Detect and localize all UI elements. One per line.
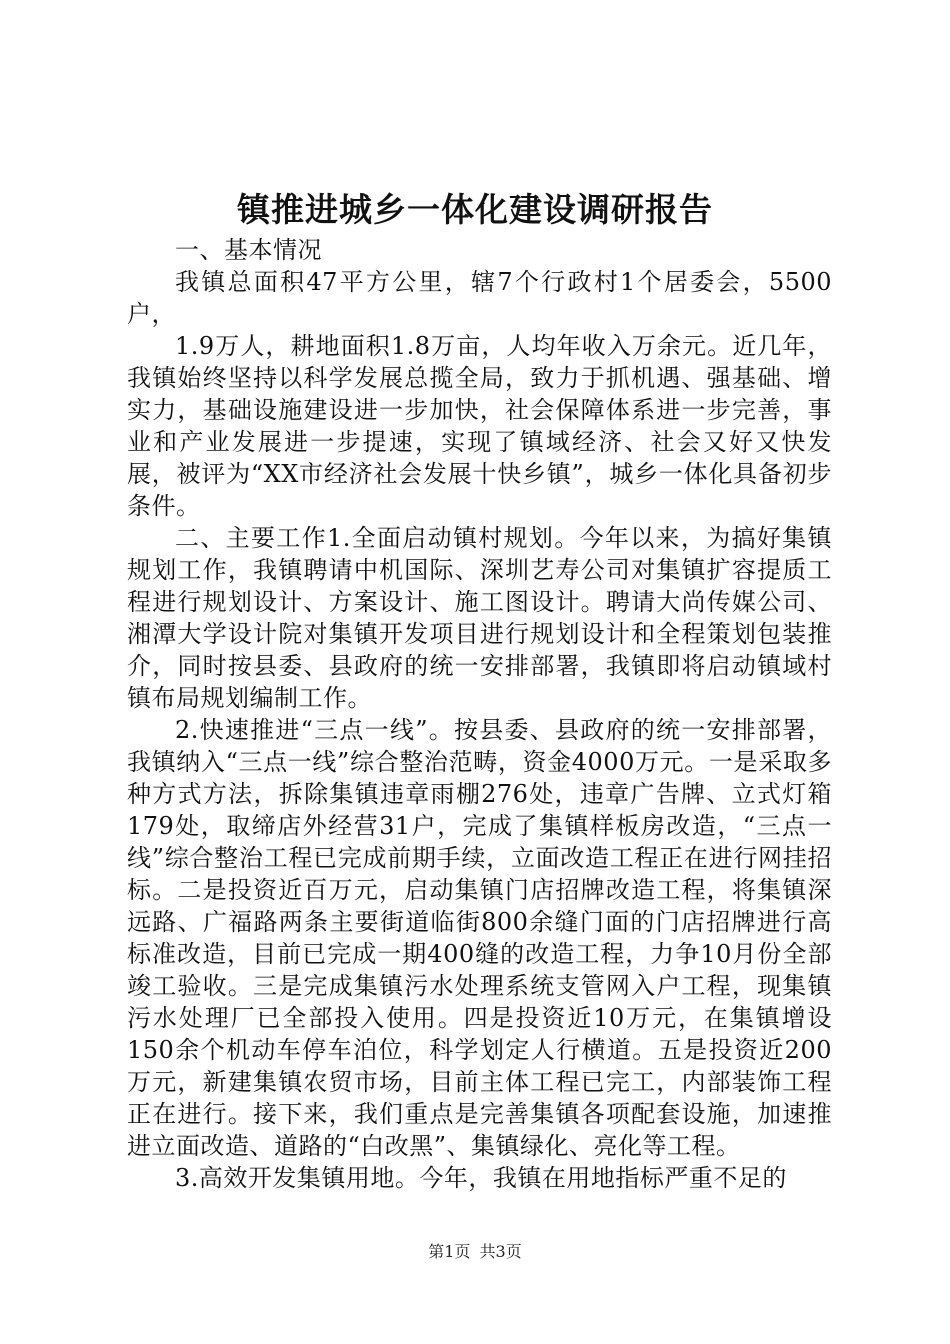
section-heading-basic: 一、基本情况 xyxy=(175,236,322,264)
paragraph: 二、主要工作1.全面启动镇村规划。今年以来，为搞好集镇规划工作，我镇聘请中机国际、深圳艺寿公司对集镇扩容提质工程进行规划设计、方案设计、施工图设计。聘请大尚传媒公司、湘潭大学设计院对集镇开发项目进行规划设计和全程策划包装推介，同时按县委、县政府的统一安排部署，我镇即将启动镇域村镇布局规划编制工作。 xyxy=(127,524,832,712)
document-title: 镇推进城乡一体化建设调研报告 xyxy=(237,190,713,229)
paragraph: 1.9万人，耕地面积1.8万亩，人均年收入万余元。近几年，我镇始终坚持以科学发展总揽全局，致力于抓机遇、强基础、增实力，基础设施建设进一步加快，社会保障体系进一步完善，事业和产业发展进一步提速，实现了镇域经济、社会又好又快发展，被评为“XX市经济社会发展十快乡镇”，城乡一体化具备初步条件。 xyxy=(127,332,832,520)
paragraph: 我镇总面积47平方公里，辖7个行政村1个居委会，5500户， xyxy=(127,268,832,328)
page-footer xyxy=(0,1240,950,1264)
document-body xyxy=(127,234,832,1194)
paragraph: 2.快速推进“三点一线”。按县委、县政府的统一安排部署，我镇纳入“三点一线”综合整治范畴，资金4000万元。一是采取多种方式方法，拆除集镇违章雨棚276处，违章广告牌、立式灯箱179处，取缔店外经营31户，完成了集镇样板房改造，“三点一线”综合整治工程已完成前期手续，立面改造工程正在进行网挂招标。二是投资近百万元，启动集镇门店招牌改造工程，将集镇深远路、广福路两条主要街道临街800余缝门面的门店招牌进行高标准改造，目前已完成一期400缝的改造工程，力争10月份全部竣工验收。三是完成集镇污水处理系统支管网入户工程，现集镇污水处理厂已全部投入使用。四是投资近10万元，在集镇增设150余个机动车停车泊位，科学划定人行横道。五是投资近200万元，新建集镇农贸市场，目前主体工程已完工，内部装饰工程正在进行。接下来，我们重点是完善集镇各项配套设施，加速推进立面改造、道路的“白改黑”、集镇绿化、亮化等工程。 xyxy=(127,716,832,1160)
paragraph: 3.高效开发集镇用地。今年，我镇在用地指标严重不足的 xyxy=(175,1164,787,1192)
page-number: 第1页 xyxy=(428,1242,471,1261)
page-total: 共3页 xyxy=(479,1242,522,1261)
